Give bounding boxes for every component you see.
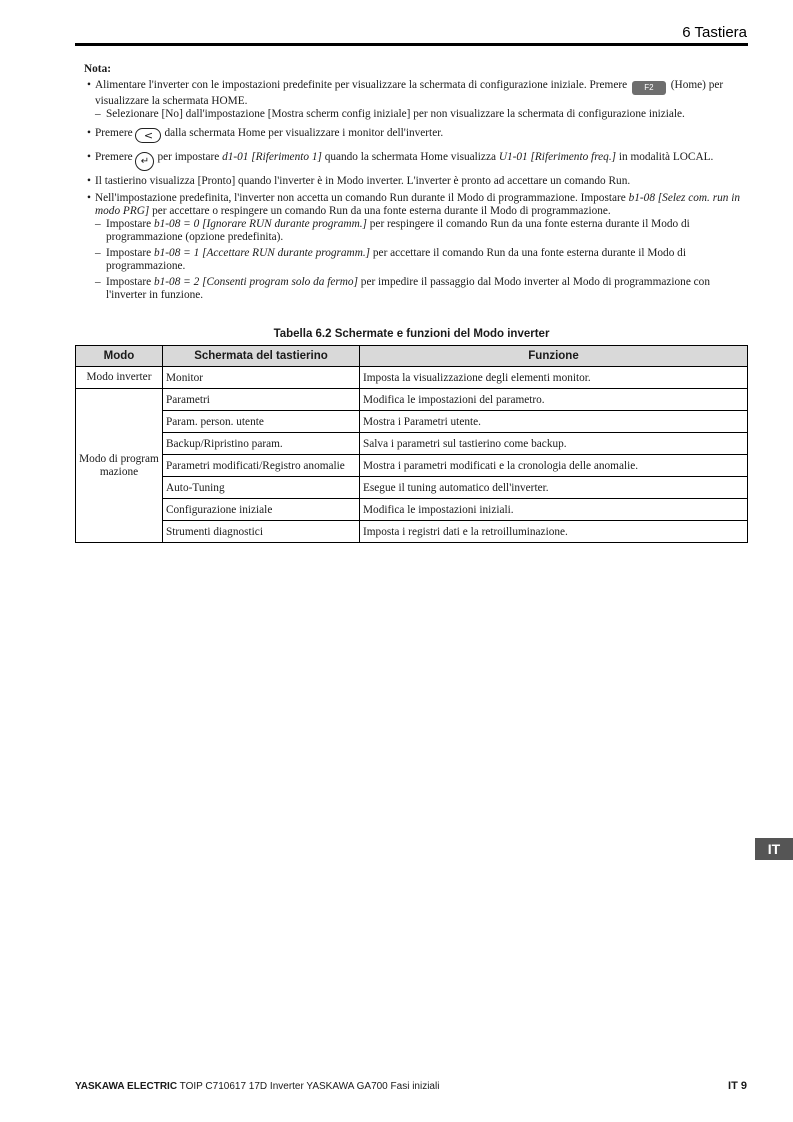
note-text: (Home) per visualizzare la schermata HOME. <box>95 79 724 107</box>
table-row <box>76 367 748 389</box>
dash-icon: – <box>95 218 101 230</box>
note-text: per accettare il comando Run da una fonte esterna durante il Modo di programmazione. <box>106 247 686 272</box>
note-text: per respingere il comando Run da una fonte esterna durante il Modo di programmazione (opzione predefinita). <box>106 218 690 243</box>
note-text: in modalità LOCAL. <box>618 151 714 163</box>
function-cell: Salva i parametri sul tastierino come backup. <box>360 433 748 455</box>
section-title: 6 Tastiera <box>682 24 747 41</box>
screen-cell: Parametri modificati/Registro anomalie <box>163 455 360 477</box>
screen-cell: Param. person. utente <box>163 411 360 433</box>
function-cell: Modifica le impostazioni iniziali. <box>360 499 748 521</box>
dash-icon: – <box>95 276 101 288</box>
screen-cell: Configurazione iniziale <box>163 499 360 521</box>
note-item <box>84 192 748 302</box>
mode-cell: Modo inverter <box>76 367 163 389</box>
function-cell: Esegue il tuning automatico dell'inverter. <box>360 477 748 499</box>
parameter-code: b1-08 = 0 [Ignorare RUN durante programm.] <box>154 218 367 230</box>
note-subitem <box>95 108 748 121</box>
footer-brand: YASKAWA ELECTRIC <box>75 1081 178 1092</box>
enter-key-icon: ↵ <box>135 152 154 171</box>
note-text: Impostare <box>106 218 152 230</box>
parameter-code: b1-08 = 1 [Accettare RUN durante programm.] <box>154 247 371 259</box>
note-text: Premere <box>95 127 133 139</box>
note-item <box>84 127 748 143</box>
parameter-code: U1-01 [Riferimento freq.] <box>498 151 617 163</box>
bullet-icon: • <box>87 192 91 204</box>
note-text: dalla schermata Home per visualizzare i monitor dell'inverter. <box>164 127 444 139</box>
note-item <box>84 175 748 188</box>
table-row <box>76 389 748 411</box>
table-row <box>76 411 748 433</box>
modes-table <box>75 345 748 543</box>
table-row <box>76 521 748 543</box>
function-cell: Mostra i Parametri utente. <box>360 411 748 433</box>
note-text: Il tastierino visualizza [Pronto] quando l'inverter è in Modo inverter. L'inverter è pronto ad accettare un comando Run. <box>95 175 631 187</box>
screen-cell: Monitor <box>163 367 360 389</box>
note-item <box>84 151 748 171</box>
table-caption: Tabella 6.2 Schermate e funzioni del Modo inverter <box>273 328 550 340</box>
column-header: Funzione <box>360 346 748 367</box>
parameter-code: b1-08 [Selez com. run in modo PRG] <box>95 192 740 217</box>
language-tab: IT <box>755 838 793 860</box>
function-cell: Imposta la visualizzazione degli elementi monitor. <box>360 367 748 389</box>
footer-doc-title: TOIP C710617 17D Inverter YASKAWA GA700 Fasi iniziali <box>179 1081 440 1092</box>
left-arrow-key-icon: < <box>135 128 161 143</box>
bullet-icon: • <box>87 175 91 187</box>
note-subitem <box>95 247 748 273</box>
note-subitem <box>95 218 748 244</box>
note-text: per accettare o respingere un comando Run da una fonte esterna durante il Modo di programmazione. <box>152 205 611 217</box>
column-header: Schermata del tastierino <box>163 346 360 367</box>
note-item <box>84 79 748 121</box>
note-text: Nell'impostazione predefinita, l'inverter non accetta un comando Run durante il Modo di programmazione. Impostare <box>95 192 626 204</box>
dash-icon: – <box>95 108 101 120</box>
bullet-icon: • <box>87 151 91 163</box>
note-text: Alimentare l'inverter con le impostazioni predefinite per visualizzare la schermata di configurazione iniziale. Premere <box>95 79 628 91</box>
table-header-row <box>76 346 748 367</box>
note-text: Impostare <box>106 276 152 288</box>
function-cell: Imposta i registri dati e la retroilluminazione. <box>360 521 748 543</box>
screen-cell: Strumenti diagnostici <box>163 521 360 543</box>
column-header: Modo <box>76 346 163 367</box>
screen-cell: Backup/Ripristino param. <box>163 433 360 455</box>
table-row <box>76 455 748 477</box>
f2-key-icon: F2 <box>632 81 666 95</box>
screen-cell: Parametri <box>163 389 360 411</box>
table-row <box>76 433 748 455</box>
bullet-icon: • <box>87 127 91 139</box>
note-text: Impostare <box>106 247 152 259</box>
mode-label: Modo di programmazione <box>79 452 159 478</box>
note-text: per impedire il passaggio dal Modo inverter al Modo di programmazione con l'inverter in funzione. <box>106 276 710 301</box>
parameter-code: b1-08 = 2 [Consenti program solo da fermo] <box>154 276 358 288</box>
table-row <box>76 499 748 521</box>
bullet-icon: • <box>87 79 91 91</box>
parameter-code: d1-01 [Riferimento 1] <box>222 151 322 163</box>
footer-doc-info <box>75 1081 439 1092</box>
header-divider <box>75 43 748 46</box>
mode-cell <box>76 389 163 543</box>
note-text: Selezionare [No] dall'impostazione [Mostra scherm config iniziale] per non visualizzare la schermata di configurazione iniziale. <box>106 108 685 120</box>
function-cell: Mostra i parametri modificati e la cronologia delle anomalie. <box>360 455 748 477</box>
page-number: IT 9 <box>728 1080 747 1092</box>
note-text: Premere <box>95 151 133 163</box>
function-cell: Modifica le impostazioni del parametro. <box>360 389 748 411</box>
dash-icon: – <box>95 247 101 259</box>
screen-cell: Auto-Tuning <box>163 477 360 499</box>
table-row <box>76 477 748 499</box>
note-text: quando la schermata Home visualizza <box>324 151 496 163</box>
notes-block <box>84 63 748 306</box>
note-text: per impostare <box>157 151 220 163</box>
nota-title: Nota: <box>84 63 111 75</box>
note-subitem <box>95 276 748 302</box>
